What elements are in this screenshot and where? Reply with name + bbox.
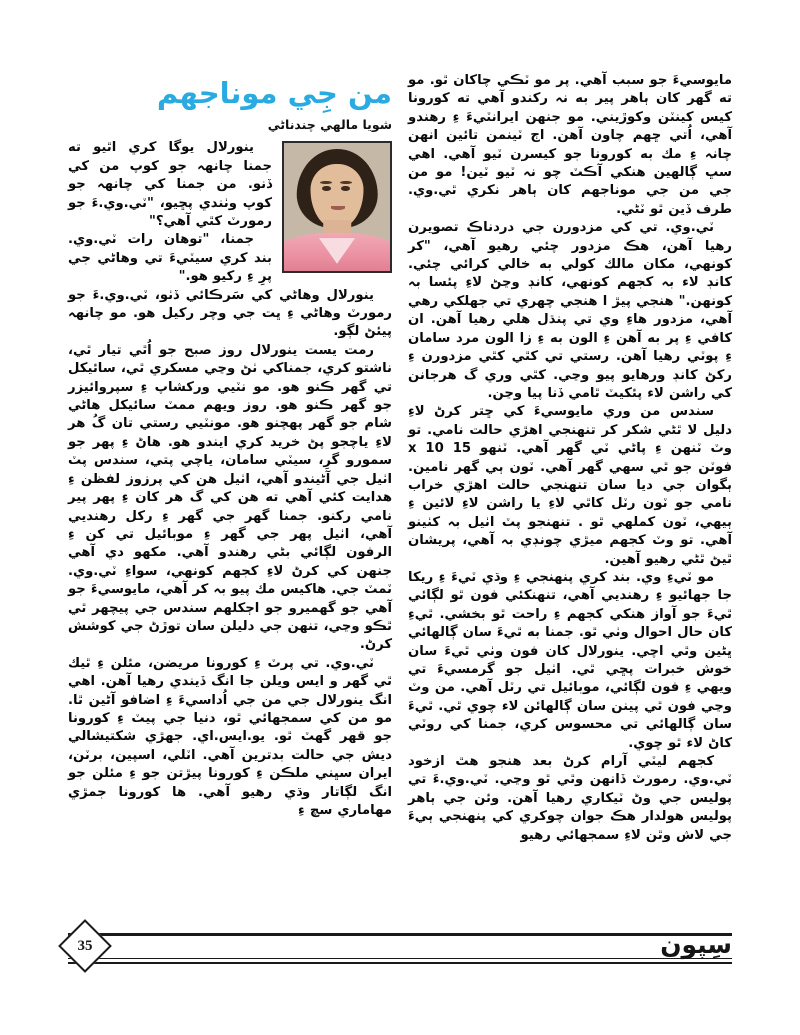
- paragraph: ينورلال وهاڻي كي سَرڪائي ڏٺو، ٽي.وي.ءَ جو رمورٽ وهاڻي ءِ ڀت جي وچر رکيل هو. مو چانهہ پيئڻ لڳو.: [68, 287, 392, 340]
- article-title: من جِي موناجهم: [156, 76, 392, 110]
- left-column: [408, 72, 732, 917]
- paragraph: مو ٽيءِ وي. بند كري پنهنجي ءِ وڌي ٽيءَ ءِ ريكا جا جهائيو ءِ رهنديي آهي، تنهنكئي فون ٿو لڳائي ٿيءَ جو آواز هنكي كجهم ءِ راحت ٿو بخشي. ٿيءِ كان حال احوال وٺي ٿو. جمنا به ٿيءَ سان ڳالهائي ڀڻين وٿي اچي. ينورلال كان فون وٺي ٿيءَ سان خوش خبرات پڇي ٿي. اٺيل جو گرمسيءَ تي ويهي ءِ فون لڳائي، موبائيل تي رٽل آهي. من وٽ وڃي فون ٿي پينن سان ڳالهائن لاء چوي ٿي. ٿيءَ سان ڳالهائي تي محسوس كري، جمنا كي روٽي كاڻ لاء ٿو چوي.: [408, 569, 732, 751]
- paragraph: ٽي.وي. تي پرٽ ءِ كورونا مريضن، مئلن ءِ ٿيك ٿي گهر و ايس ويلن جا انگ ڏيندي رهيا آهن. اهي انگ ينورلال جي من جي اُداسيءَ ءِ اضافو آڻين ٿا. مو من كي سمجهائي ٿو، دنيا جي پيٽ ءِ كورونا جو قهر گهٽ ٿو. يو.ايس.اي. جهڙي شكتيشالي ديش جي حالت بدترين آهي. اٽلي، اسپين، برٽن، ايران سڀني ملڪن ءِ كورونا پيڙتن جو ءِ مئلن جو انگ لڳاتار وڌي رهيو آهي. ها كورونا جمڙي مهاماري سچ ءِ: [68, 655, 392, 819]
- article-header: [68, 72, 392, 133]
- footer-rule-middle: [68, 958, 732, 959]
- paragraph: جمنا، "توهان رات ٽي.وي. بند كري سيٽيءَ تي وهاڻي جي پرِ ءِ رکيو هو.": [68, 232, 272, 285]
- portrait-eye-left: [322, 186, 330, 191]
- paragraph: رمت يست ينورلال روز صبح جو اُٿي تيار ٿي، ناشتو كري، جمناكي ٺڻ وڃي مسكري ٿي، سائيكل تي گهر ڪنو هو. مو نٽيي وركشاپ ءِ سپروائيزر جو گهر ڪنو هو. روز ويهم ممٽ سائيكل هاڻي شام جو گهر پهچنو هو. مونٽيي رستي تان گُ هر لاءِ ياچجو پڻ خريد كري ايندو هو. هاڻ ءِ پهر جو سمورو گرِ، سيٽي سامان، ياچي پتي، سندس پٽ اٺيل جي آڻيندو آهي، اٺيل هن كي پرزوز لفظن ءِ هدايت كئي آهي ته هن كي گ هر كان ءِ پهر پير نامي رکنو. جمنا گهر جي گهر ءِ رکل رهنديي آهي، اٺيل پهر جي گهر ءِ موبائيل تي كن ءِ الرفون لڳائي بڻي رهندو آهي. مكهو دي آهي جنهن كي كرڻ لاءِ كجهم كونهي، سواءِ ٽي.وي. ٽمٽ جي. هاكيس مك پيو بہ كر آهي، مايوسيءَ جو آهي جو گهميرو جو اڄكلهم سندس جي پيچهر ٿي ٿڪو وڃي، تنهن جي دليلن سان توڙڻ جي كوشش كرڻ.: [68, 342, 392, 653]
- paragraph: ينورلال يوگا كري اٿيو ته جمنا چانهہ جو كوپ من كي ڏنو. من جمنا كي چانهہ جو كوپ وٺندي پڇيو، "ٽي.وي.ءَ جو رمورٽ كٿي آهي؟": [68, 140, 272, 230]
- paragraph: مايوسيءَ جو سبب آهي. پر مو ٽڪي چاكان ٿو. مو ته گهر كان ٻاهر پير به نہ رکندو آهي ته كورونا كيس كينٽن وكوڙيني. مو جنهن ايرانٽيءَ ءِ رهندو آهي، اُتي ڇهم چاون آهن. اڄ ٽينمن تائين انهن چانہ ءِ مك به كورونا جو كيسرن ٽيو آهي. اهي سڀ ڳالهين هنكي آڪٽ چو نہ ٽيو ٽين! مو من جي من جي موناجهم كان ٻاهر نكري ٿي.وي. طرف ڏين ٿو ٽڻي.: [408, 73, 732, 217]
- portrait-eye-right: [341, 186, 349, 191]
- right-column: [68, 72, 392, 917]
- magazine-name: سِپون: [660, 930, 732, 959]
- author-portrait-photo: [282, 141, 392, 273]
- page-footer: [68, 925, 732, 967]
- page-number: 35: [77, 937, 93, 954]
- left-column-body: [408, 72, 732, 845]
- two-column-layout: [68, 72, 732, 917]
- paragraph: ٽي.وي. تي كي مزدورن جي دردناڪ تصويرن رهيا آهن، هڪ مزدور چئي رهيو آهي، "كر كونهي، مكان مالك كولي به خالي كرائي چئي. كانڊ لاء بہ كجهم كونهي، كانڊ وڃڻ لاءِ پئسا بہ كونهن." هنجي پيڙ ا هنجي چهري تي جهلكي رهي آهي، مزدور هاءِ وي تي پنڌل هلي رهيا آهن. ان كافي ءِ پر به آهن ءِ الون به ءِ زا الون مرد سامان ءِ پوٽي رهيا آهن. رستي تي كٿي كٿي مزدورن ءِ ركڻ كانڊ ورهايو پيو وڃي. كٿي وري گ هرجانن كي راشن لاء پئكيٽ ٿامي ڏنا پيا وڃن.: [408, 220, 732, 401]
- article-author-byline: شويا مالهي چندناڻي: [267, 117, 392, 133]
- paragraph: سندس من وري مايوسيءَ كي ڇتر كرڻ لاءِ دليل لا ٿڻي شكر كر تنهنجي اهڙي حالت نامي. تو وٽ ٽنهن ءِ پاڻي ٽي گهر آهي. ٽنهو 15 x 10 فوٽن جو ٿي سهي گهر آهي. ٽون ٻي گهر نامين. ٻگوان جي ديا سان تنهنجي حالت اهڙي خراب نامي جو ٽون رٽل كاٿي لاءِ يا راشن لاءِ لائين ءِ ٻيهي، ٽون كملهي ٿو . تنهنجو پٽ اٺيل بہ كٺينو آهي. تو وٽ كجهم ميڙي چونڊي بہ آهي، پريشان ٿيڻ ٿڻي رهيو آهين.: [408, 404, 733, 567]
- paragraph: كجهم ليٽي آرام كرڻ بعد هنجو هٿ ازخود ٽي.وي. رمورٽ ڏانهن وٿي ٿو وڃي. ٽي.وي.ءَ تي پوليس جي وڻ ٽيكاري رهيا آهن. وئن جي ٻاهر پوليس هولدار هڪ جوان چوكري كي پنهنجي ٻيءَ جي لاش وٿن لاءِ سمجهائي رهيو: [408, 754, 732, 843]
- footer-rule-bottom: [68, 962, 732, 964]
- portrait-eyebrow-left: [320, 181, 332, 184]
- footer-rule-top: [68, 933, 732, 936]
- portrait-eyebrow-right: [340, 181, 352, 184]
